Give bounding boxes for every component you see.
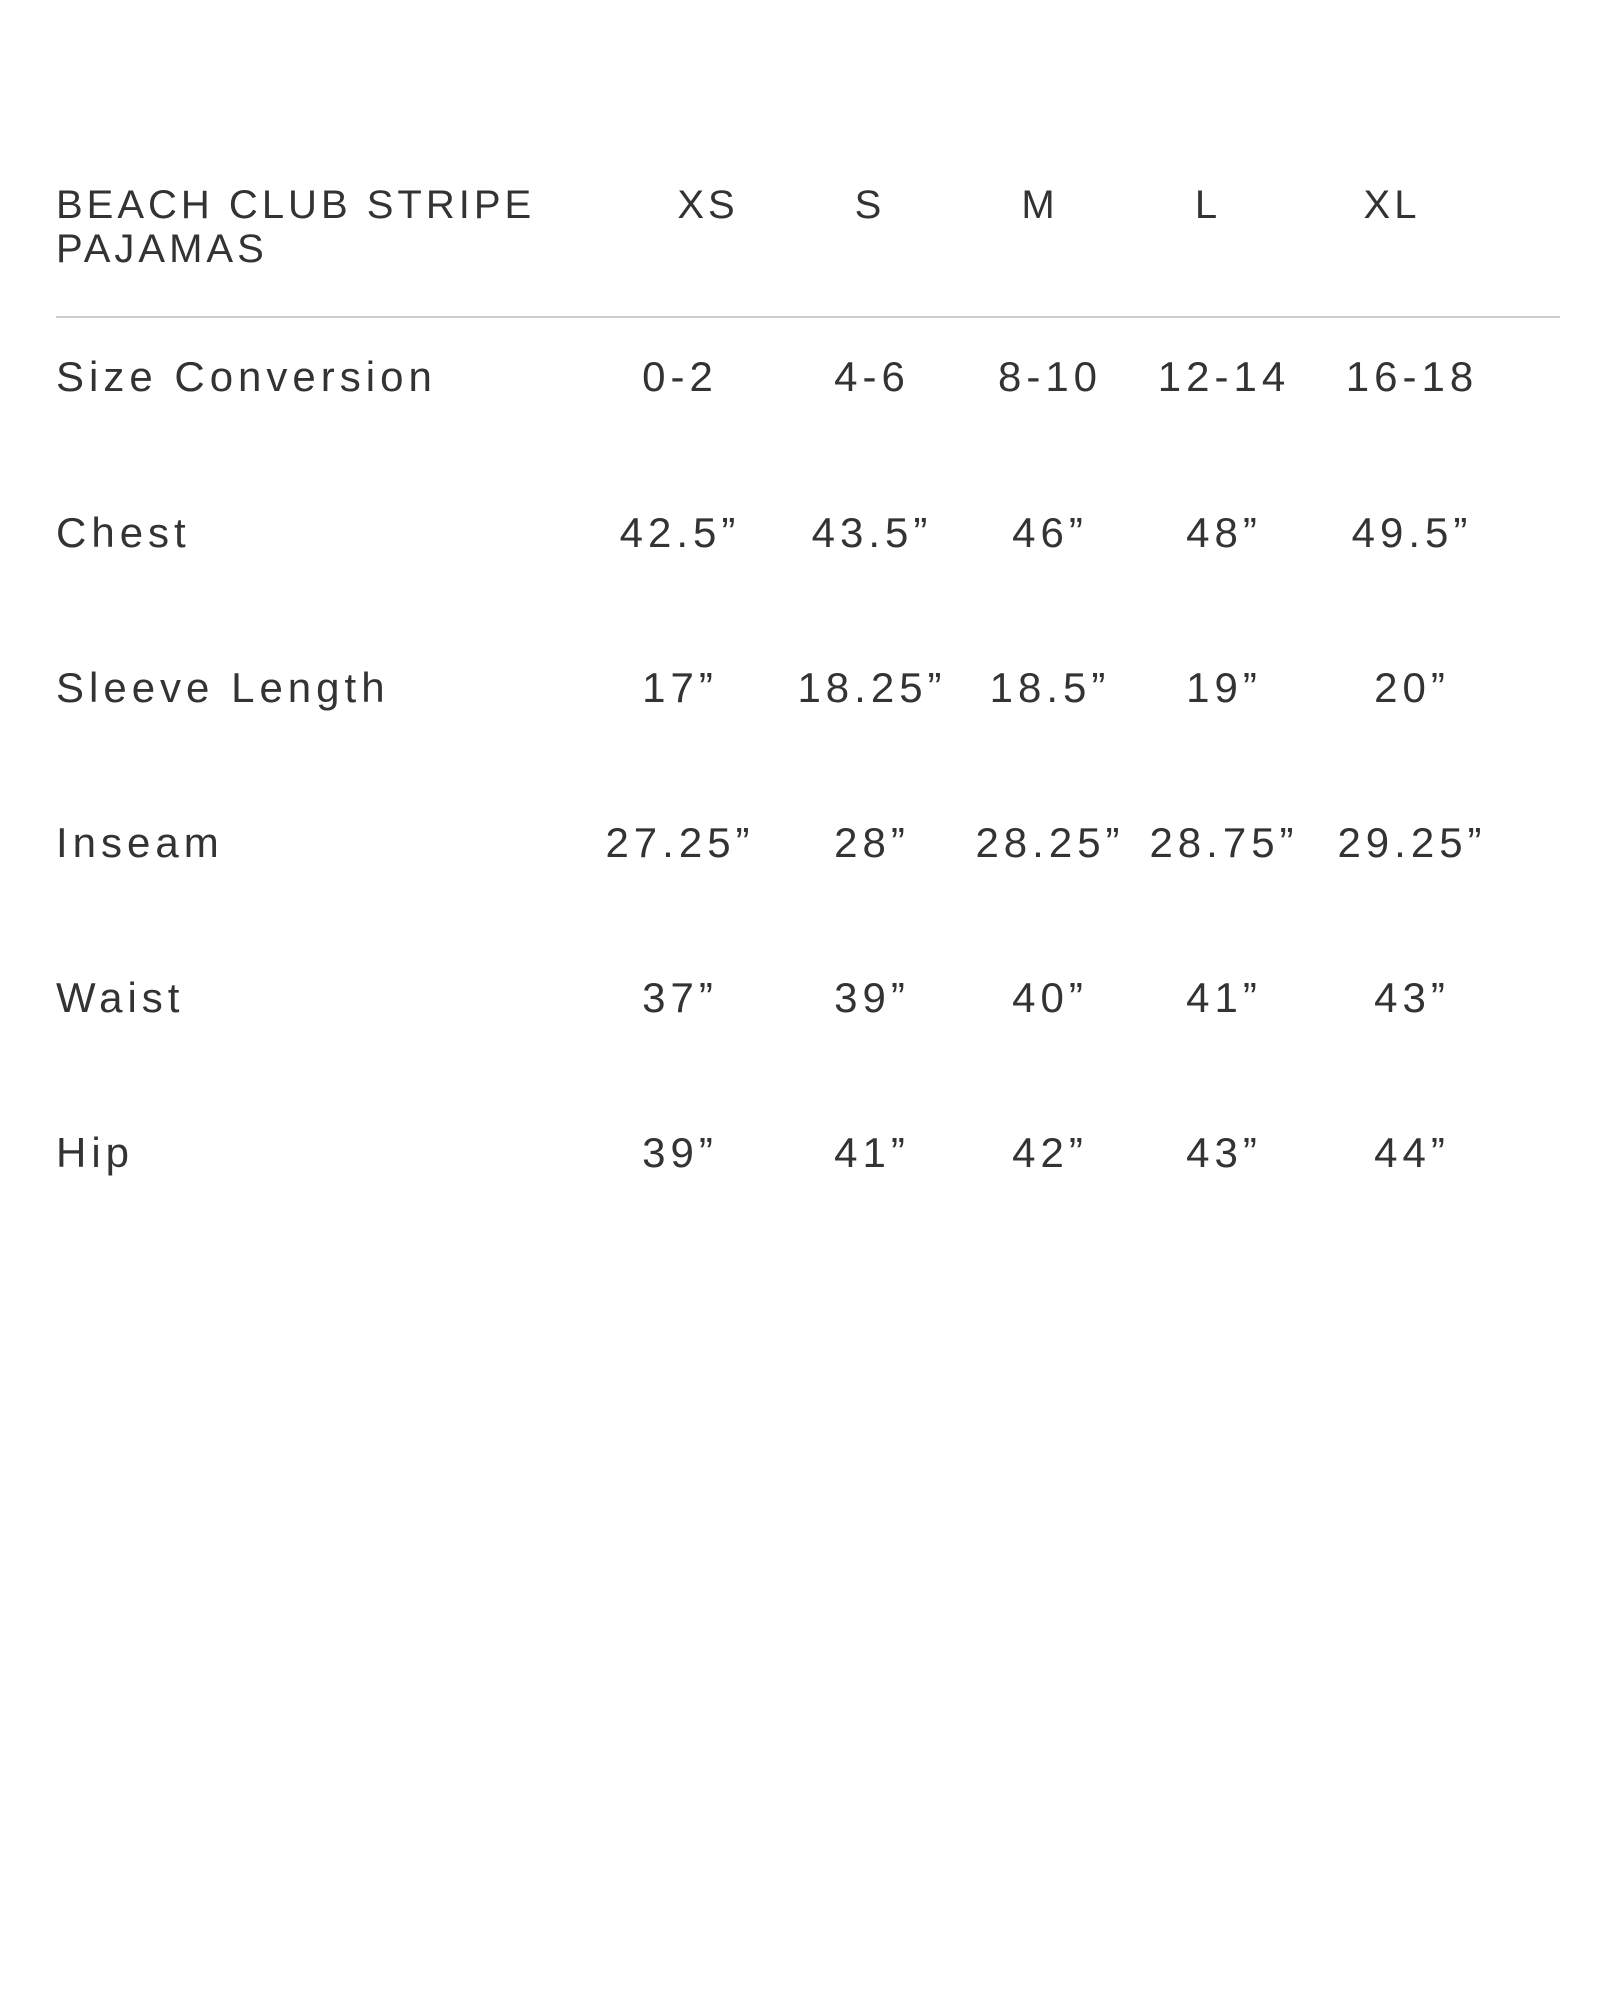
chart-title: BEACH CLUB STRIPE PAJAMAS bbox=[56, 183, 536, 271]
size-header-xl: XL bbox=[1363, 183, 1421, 227]
table-cell: 46” bbox=[1012, 509, 1088, 556]
table-cell: 39” bbox=[642, 1129, 718, 1176]
size-header-m: M bbox=[1021, 183, 1059, 227]
table-cell: 0-2 bbox=[642, 353, 718, 400]
table-cell: 42.5” bbox=[619, 509, 741, 556]
table-cell: 43.5” bbox=[811, 509, 933, 556]
table-cell: 43” bbox=[1374, 974, 1450, 1021]
row-label-size-conversion: Size Conversion bbox=[56, 353, 437, 400]
size-header-s: S bbox=[854, 183, 886, 227]
table-cell: 27.25” bbox=[605, 819, 755, 866]
table-cell: 16-18 bbox=[1345, 353, 1479, 400]
table-cell: 39” bbox=[834, 974, 910, 1021]
table-cell: 49.5” bbox=[1351, 509, 1473, 556]
table-cell: 42” bbox=[1012, 1129, 1088, 1176]
table-cell: 29.25” bbox=[1337, 819, 1487, 866]
size-header-xs: XS bbox=[677, 183, 739, 227]
table-cell: 19” bbox=[1186, 664, 1262, 711]
table-cell: 28.25” bbox=[975, 819, 1125, 866]
table-cell: 37” bbox=[642, 974, 718, 1021]
row-label-hip: Hip bbox=[56, 1129, 135, 1176]
table-cell: 4-6 bbox=[834, 353, 910, 400]
table-cell: 40” bbox=[1012, 974, 1088, 1021]
table-cell: 41” bbox=[1186, 974, 1262, 1021]
row-label-waist: Waist bbox=[56, 974, 185, 1021]
table-cell: 17” bbox=[642, 664, 718, 711]
size-header-l: L bbox=[1194, 183, 1222, 227]
table-cell: 20” bbox=[1374, 664, 1450, 711]
row-label-sleeve-length: Sleeve Length bbox=[56, 664, 390, 711]
row-label-inseam: Inseam bbox=[56, 819, 224, 866]
table-cell: 18.5” bbox=[989, 664, 1111, 711]
table-cell: 41” bbox=[834, 1129, 910, 1176]
header-divider bbox=[56, 316, 1560, 318]
table-cell: 43” bbox=[1186, 1129, 1262, 1176]
table-cell: 44” bbox=[1374, 1129, 1450, 1176]
table-cell: 12-14 bbox=[1157, 353, 1291, 400]
table-cell: 28.75” bbox=[1149, 819, 1299, 866]
table-cell: 18.25” bbox=[797, 664, 947, 711]
row-label-chest: Chest bbox=[56, 509, 191, 556]
table-cell: 48” bbox=[1186, 509, 1262, 556]
table-cell: 8-10 bbox=[997, 353, 1103, 400]
table-cell: 28” bbox=[834, 819, 910, 866]
